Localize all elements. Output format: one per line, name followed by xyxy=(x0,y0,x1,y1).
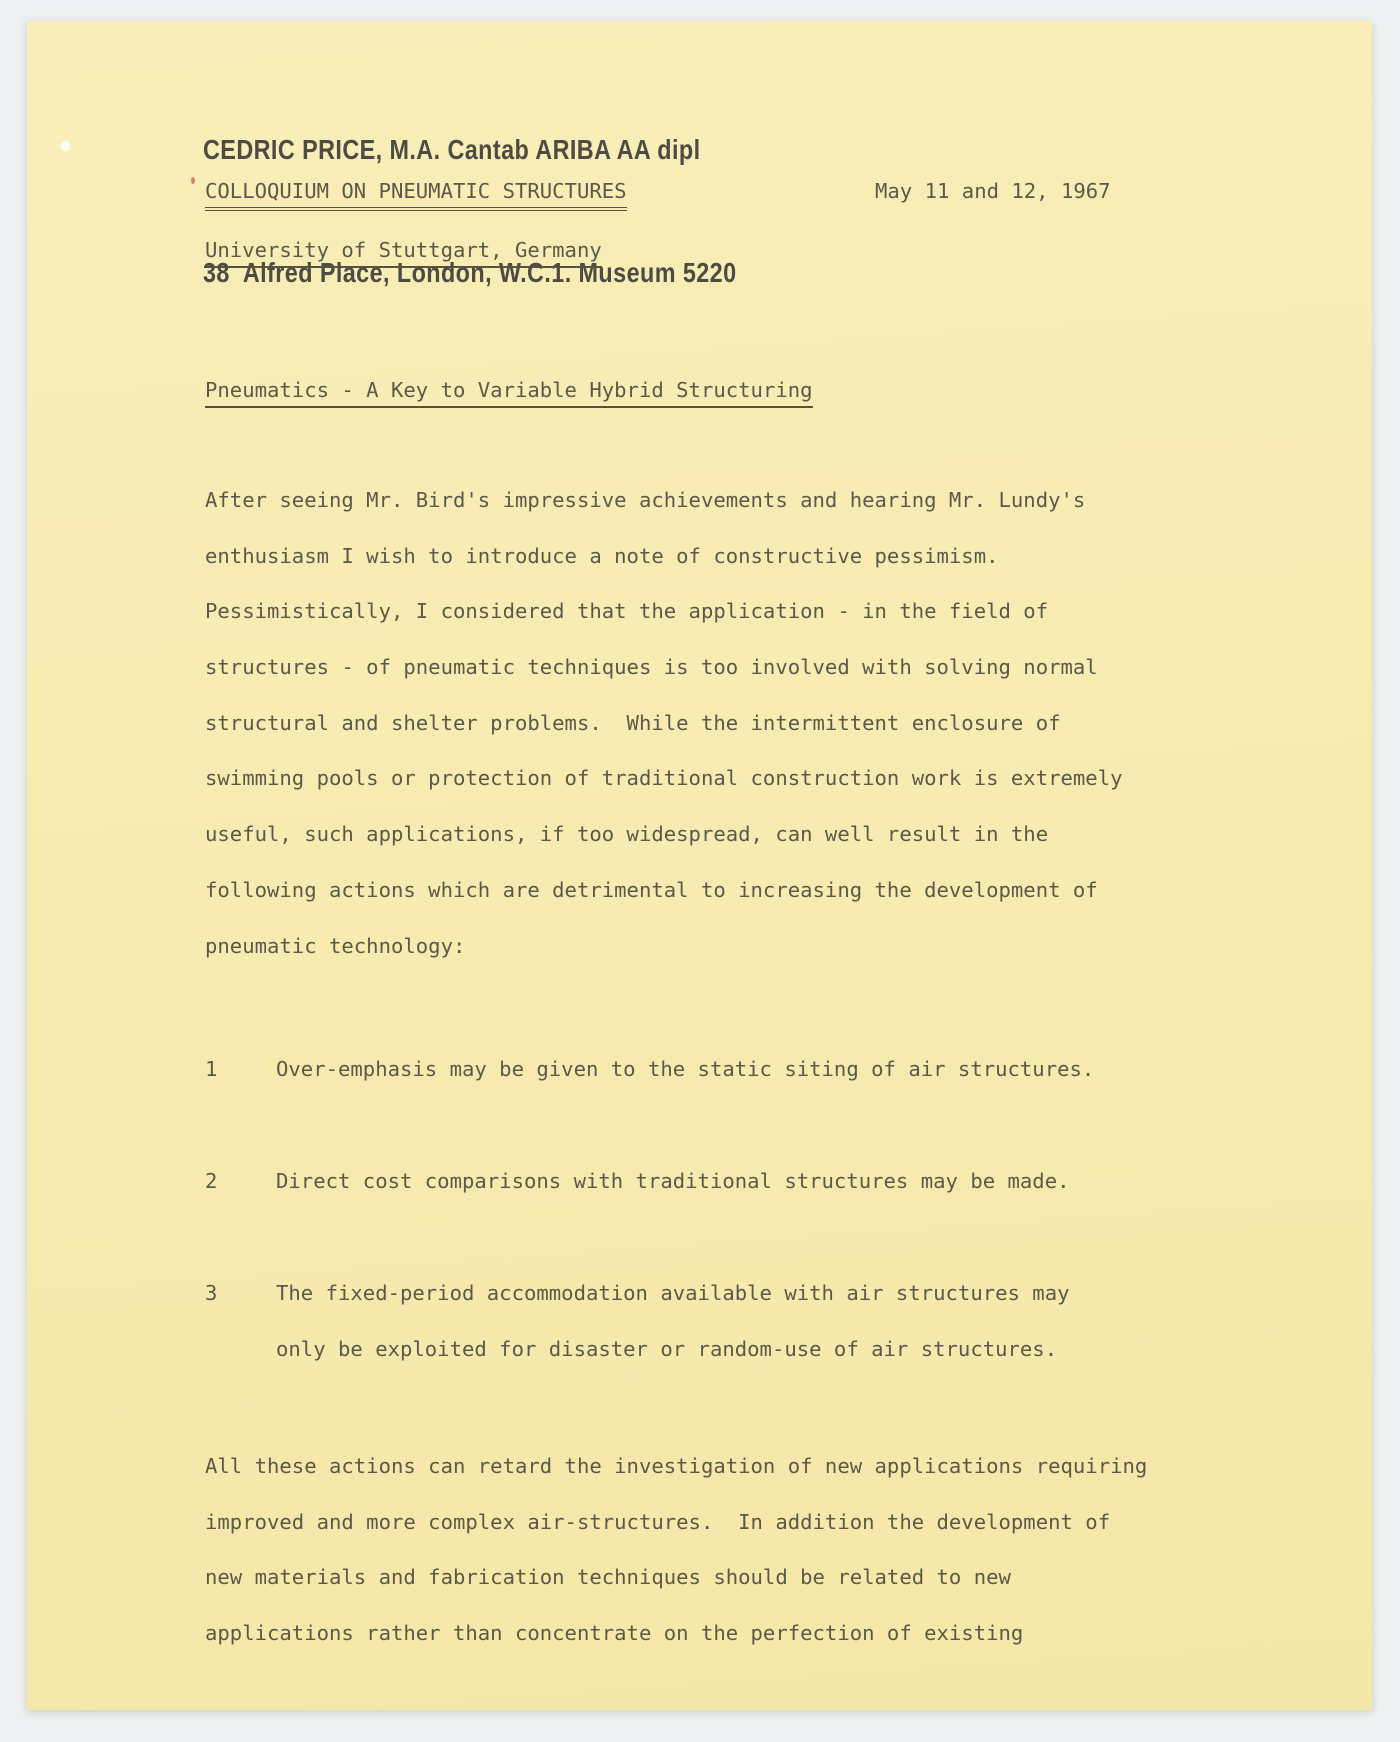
paragraph-line: structural and shelter problems. While the intermittent enclosure of xyxy=(205,710,1061,735)
list-item xyxy=(205,1042,1094,1098)
paragraph-line: All these actions can retard the investigation of new applications requiring xyxy=(205,1454,1148,1478)
paragraph-line: swimming pools or protection of traditional construction work is extremely xyxy=(205,766,1123,791)
event-venue-row xyxy=(205,238,602,268)
list-item-line: only be exploited for disaster or random-use of air structures. xyxy=(276,1336,1058,1361)
event-title-row xyxy=(205,179,1372,211)
list-item-line: Over-emphasis may be given to the static siting of air structures. xyxy=(276,1057,1095,1081)
paragraph-2 xyxy=(205,1439,1147,1662)
paragraph-line: new materials and fabrication techniques should be related to new xyxy=(205,1565,1011,1590)
paragraph-line: applications rather than concentrate on the perfection of existing xyxy=(205,1621,1024,1646)
list-item-number: 3 xyxy=(205,1281,218,1305)
letterhead-name: CEDRIC PRICE, M.A. Cantab ARIBA AA dipl xyxy=(203,134,701,165)
paper-title: Pneumatics - A Key to Variable Hybrid Structuring xyxy=(205,378,813,408)
paragraph-line: improved and more complex air-structures. In addition the development of xyxy=(205,1509,1111,1534)
paragraph-line: enthusiasm I wish to introduce a note of constructive pessimism. xyxy=(205,543,999,568)
event-title: COLLOQUIUM ON PNEUMATIC STRUCTURES xyxy=(205,179,627,211)
paragraph-line: After seeing Mr. Bird's impressive achievements and hearing Mr. Lundy's xyxy=(205,488,1086,512)
paragraph-line: pneumatic technology: xyxy=(205,933,466,958)
paragraph-1 xyxy=(205,473,1123,974)
list-item-line: The fixed-period accommodation available with air structures may xyxy=(276,1281,1070,1305)
ink-fleck xyxy=(191,177,195,184)
document-page xyxy=(27,21,1372,1710)
paper-speck xyxy=(61,141,70,151)
paragraph-line: following actions which are detrimental to increasing the development of xyxy=(205,877,1098,902)
paragraph-line: Pessimistically, I considered that the application - in the field of xyxy=(205,599,1049,624)
event-date: May 11 and 12, 1967 xyxy=(875,179,1111,203)
list-item-text xyxy=(276,1154,1070,1210)
paragraph-line: structures - of pneumatic techniques is too involved with solving normal xyxy=(205,655,1098,680)
list-item xyxy=(205,1266,1070,1377)
list-item-number: 2 xyxy=(205,1169,218,1193)
list-item xyxy=(205,1154,1070,1210)
event-venue: University of Stuttgart, Germany xyxy=(205,238,602,268)
list-item-text xyxy=(276,1042,1094,1098)
letterhead-stamp xyxy=(203,47,737,375)
list-item-number: 1 xyxy=(205,1057,218,1081)
paper-title-row xyxy=(205,378,813,408)
list-item-text xyxy=(276,1266,1070,1377)
paragraph-line: useful, such applications, if too widespread, can well result in the xyxy=(205,822,1049,847)
letterhead-address: 38 Alfred Place, London, W.C.1. Museum 5220 xyxy=(203,257,737,288)
list-item-line: Direct cost comparisons with traditional structures may be made. xyxy=(276,1169,1070,1193)
